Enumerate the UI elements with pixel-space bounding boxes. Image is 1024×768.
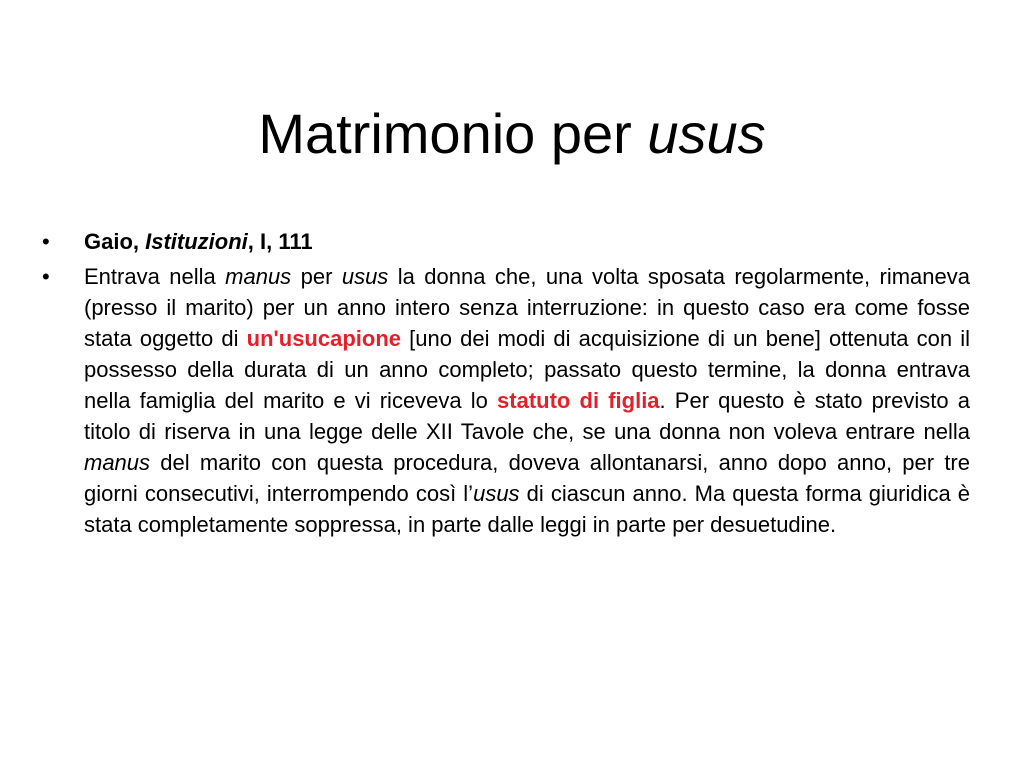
highlight-term: un'usucapione (246, 326, 401, 351)
italic-term: usus (341, 264, 389, 289)
italic-term: manus (84, 450, 151, 475)
text-run: del marito con questa procedura, doveva allontanarsi, anno dopo anno, per tre giorni consecutivi, interrompendo così l’ (84, 450, 970, 506)
bullet-item-body (42, 261, 970, 540)
text-run: per (291, 264, 342, 289)
highlight-term: statuto di figlia (497, 388, 660, 413)
italic-term: manus (225, 264, 292, 289)
bullet-list (42, 226, 970, 544)
body-paragraph (84, 261, 970, 540)
text-run: Entrava nella (84, 264, 226, 289)
bullet-icon: • (42, 264, 50, 289)
title-text: Matrimonio per (258, 102, 648, 165)
text-run: [uno dei modi di acquisizione di un bene] ottenuta con il possesso della durata di un anno completo; passato questo termine, la donna entrava nella famiglia del marito e vi riceveva lo (84, 326, 970, 413)
citation-author: Gaio, (84, 229, 146, 254)
bullet-item-source (42, 226, 970, 257)
title-italic-text: usus (647, 102, 766, 165)
text-run: la donna che, una volta sposata regolarmente, rimaneva (presso il marito) per un anno intero senza interruzione: in questo caso era come fosse stata oggetto di (84, 264, 970, 351)
text-run: . Per questo è stato previsto a titolo di riserva in una legge delle XII Tavole che, se una donna non voleva entrare nella (84, 388, 970, 444)
citation-reference: , I, 111 (247, 229, 313, 254)
slide-title (0, 98, 1024, 170)
italic-term: usus (473, 481, 520, 506)
text-run: di ciascun anno. Ma questa forma giuridica è stata completamente soppressa, in parte dalle leggi in parte per desuetudine. (84, 481, 971, 537)
source-citation (84, 226, 970, 257)
citation-work: Istituzioni (145, 229, 248, 254)
bullet-icon: • (42, 229, 50, 254)
